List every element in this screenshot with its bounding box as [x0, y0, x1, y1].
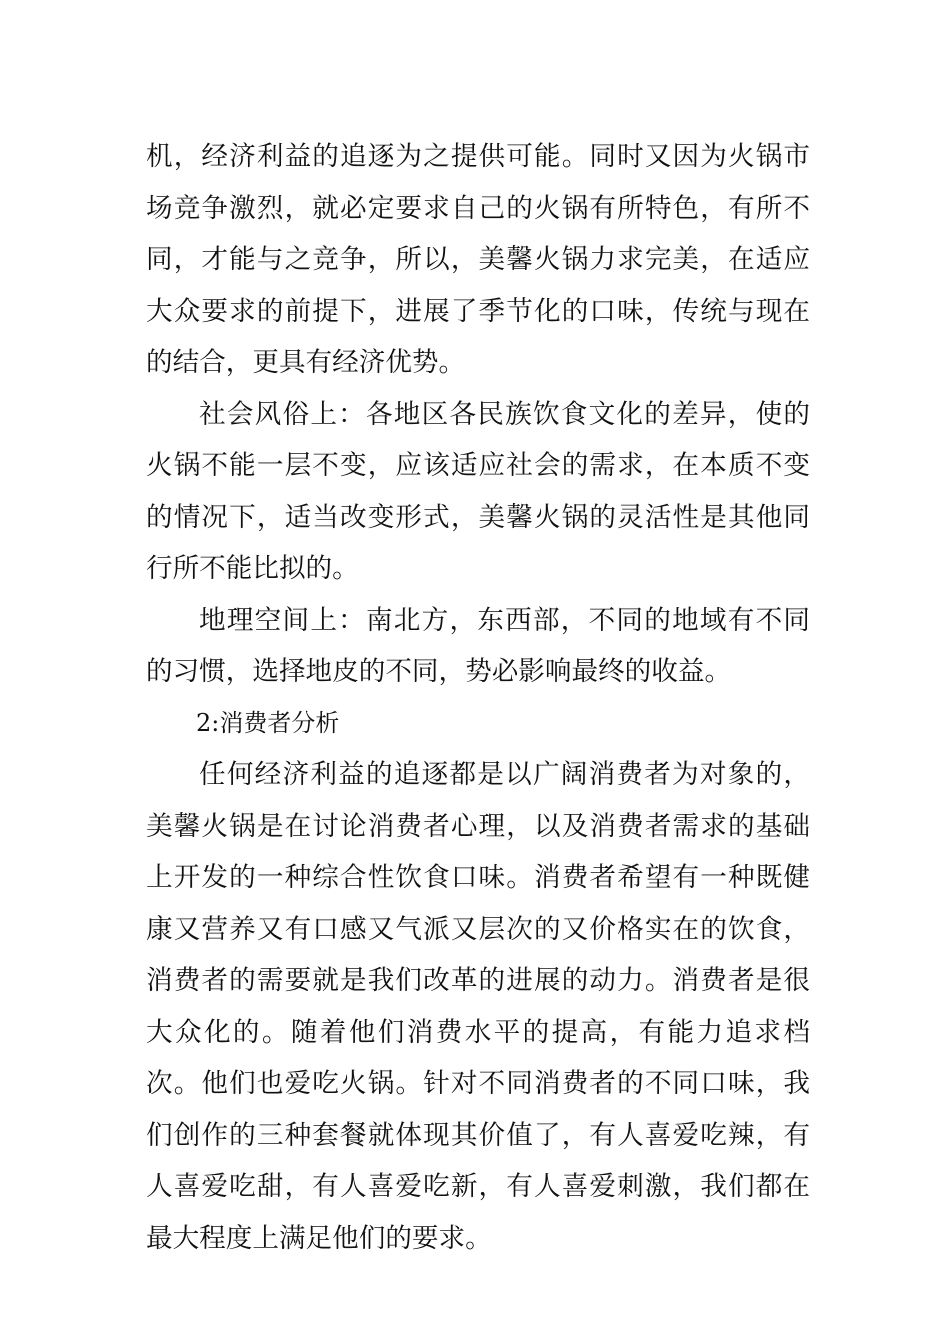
document-body — [146, 131, 810, 1264]
paragraph-consumer-analysis: 任何经济利益的追逐都是以广阔消费者为对象的，美馨火锅是在讨论消费者心理，以及消费者需求的基础上开发的一种综合性饮食口味。消费者希望有一种既健康又营养又有口感又气派又层次的又价格实在的饮食，消费者的需要就是我们改革的进展的动力。消费者是很大众化的。随着他们消费水平的提高，有能力追求档次。他们也爱吃火锅。针对不同消费者的不同口味，我们创作的三种套餐就体现其价值了，有人喜爱吃辣，有人喜爱吃甜，有人喜爱吃新，有人喜爱刺激，我们都在最大程度上满足他们的要求。 — [146, 759, 810, 1254]
paragraph-geographic-space: 地理空间上：南北方，东西部，不同的地域有不同的习惯，选择地皮的不同，势必影响最终的收益。 — [146, 604, 810, 687]
section-heading-consumer-analysis: 2:消费者分析 — [196, 708, 340, 737]
paragraph-social-customs: 社会风俗上：各地区各民族饮食文化的差异，使的火锅不能一层不变，应该适应社会的需求，在本质不变的情况下，适当改变形式，美馨火锅的灵活性是其他同行所不能比拟的。 — [146, 398, 810, 584]
paragraph-economic-continuation: 机，经济利益的追逐为之提供可能。同时又因为火锅市场竞争激烈，就必定要求自己的火锅有所特色，有所不同，才能与之竞争，所以，美馨火锅力求完美，在适应大众要求的前提下，进展了季节化的口味，传统与现在的结合，更具有经济优势。 — [146, 141, 810, 378]
